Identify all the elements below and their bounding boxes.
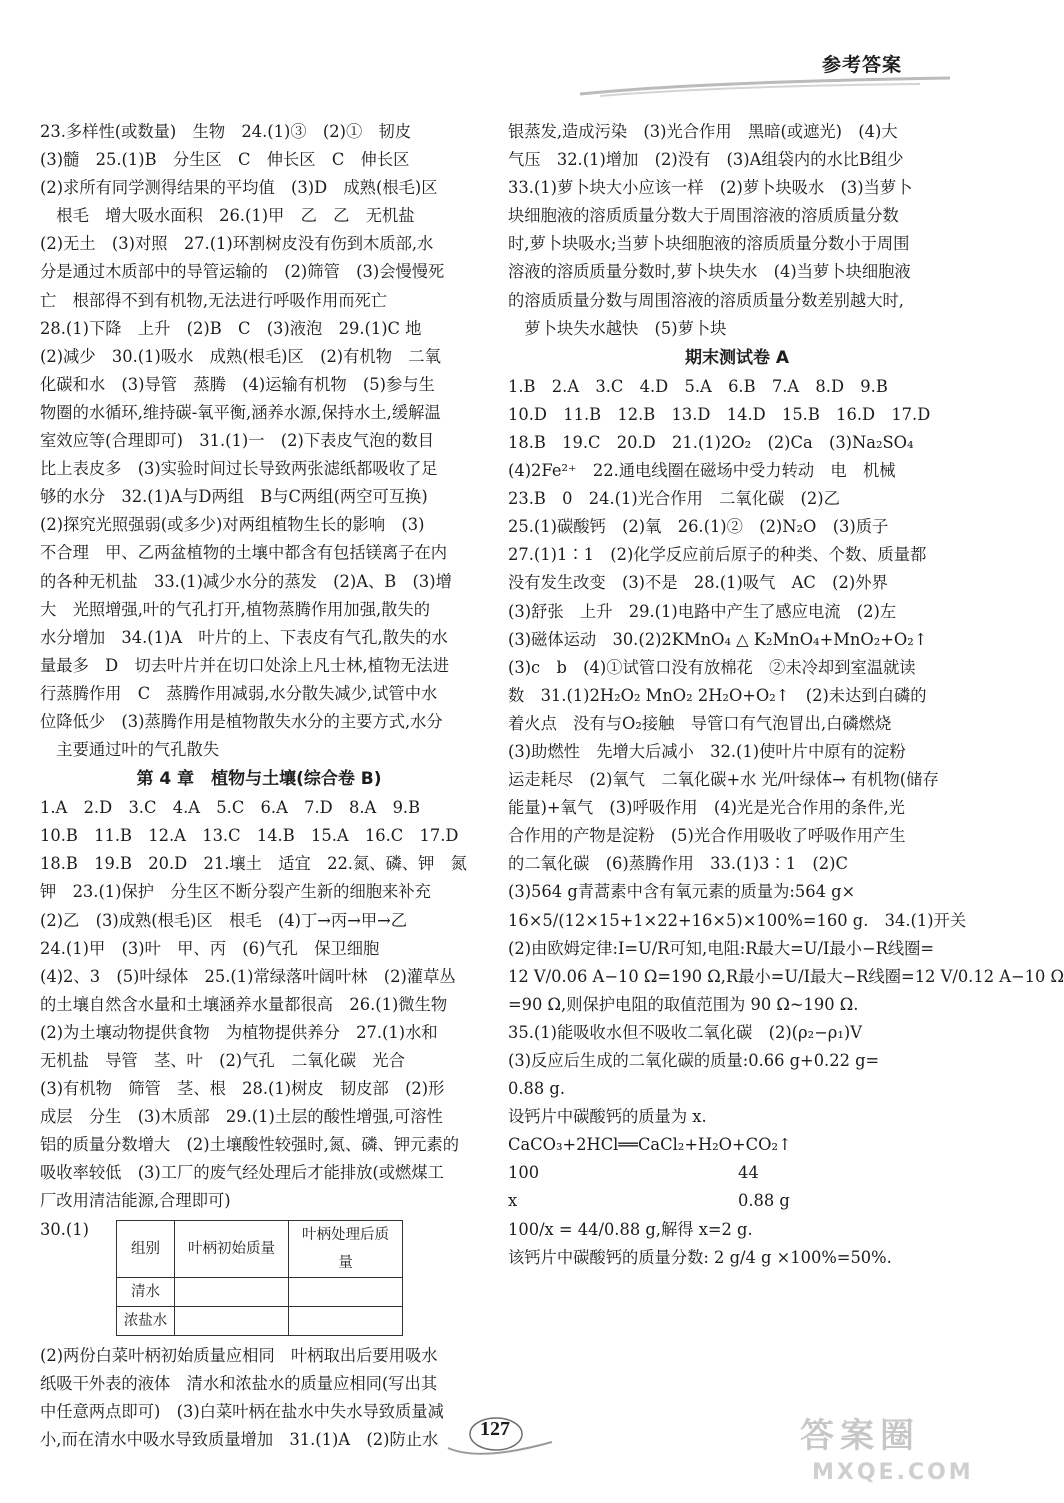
text-line: =90 Ω,则保护电阻的取值范围为 90 Ω~190 Ω. [508, 994, 859, 1014]
calc-row [508, 1159, 966, 1187]
table-cell: 清水 [117, 1277, 175, 1306]
text-line: 纸吸干外表的液体 清水和浓盐水的质量应相同(写出其 [40, 1374, 438, 1394]
text-line: 运走耗尽 (2)氧气 二氧化碳+水 光/叶绿体→ 有机物(储存 [508, 770, 939, 790]
text-line: 吸收率较低 (3)工厂的废气经处理后才能排放(或燃煤工 [40, 1163, 444, 1183]
table-header-cell: 叶柄处理后质量 [289, 1220, 403, 1277]
text-line: 16×5/(12×15+1×22+16×5)×100%=160 g. 34.(1)开关 [508, 910, 967, 930]
text-line: 主要通过叶的气孔散失 [40, 740, 220, 760]
text-line: 1.A 2.D 3.C 4.A 5.C 6.A 7.D 8.A 9.B [40, 798, 421, 818]
text-line: 银蒸发,造成污染 (3)光合作用 黑暗(或遮光) (4)大 [508, 122, 898, 141]
table-cell [175, 1306, 289, 1335]
table-cell [289, 1306, 403, 1335]
text-line: 不合理 甲、乙两盆植物的土壤中都含有包括镁离子在内 [40, 543, 448, 563]
experiment-table [116, 1220, 403, 1336]
text-line: 比上表皮多 (3)实验时间过长导致两张滤纸都吸收了足 [40, 459, 438, 479]
text-line: 成层 分生 (3)木质部 29.(1)土层的酸性增强,可溶性 [40, 1107, 443, 1127]
calc-value: 44 [738, 1163, 759, 1183]
text-line: 的各种无机盐 33.(1)减少水分的蒸发 (2)A、B (3)增 [40, 571, 452, 591]
text-line: 中任意两点即可) (3)白菜叶柄在盐水中失水导致质量减 [40, 1402, 444, 1422]
text-line: 大 光照增强,叶的气孔打开,植物蒸腾作用加强,散失的 [40, 599, 430, 619]
text-line: 分是通过木质部中的导管运输的 (2)筛管 (3)会慢慢死 [40, 262, 445, 282]
text-line: 气压 32.(1)增加 (2)没有 (3)A组袋内的水比B组少 [508, 150, 904, 170]
text-line: 铝的质量分数增大 (2)土壤酸性较强时,氮、磷、钾元素的 [40, 1135, 459, 1155]
text-line: 23.B 0 24.(1)光合作用 二氧化碳 (2)乙 [508, 489, 840, 509]
text-line: 1.B 2.A 3.C 4.D 5.A 6.B 7.A 8.D 9.B [508, 376, 888, 396]
table-cell [289, 1277, 403, 1306]
table-header-row [117, 1220, 403, 1277]
text-line: 时,萝卜块吸水;当萝卜块细胞液的溶质质量分数小于周围 [508, 234, 910, 254]
text-line: 水分增加 34.(1)A 叶片的上、下表皮有气孔,散失的水 [40, 627, 448, 647]
text-line: 行蒸腾作用 C 蒸腾作用减弱,水分散失减少,试管中水 [40, 683, 438, 703]
table-cell: 浓盐水 [117, 1306, 175, 1335]
text-line: (3)助燃性 先增大后减小 32.(1)使叶片中原有的淀粉 [508, 741, 906, 761]
calculation-block [508, 1159, 966, 1271]
text-line: 33.(1)萝卜块大小应该一样 (2)萝卜块吸水 (3)当萝卜 [508, 178, 913, 198]
text-line: (2)两份白菜叶柄初始质量应相同 叶柄取出后要用吸水 [40, 1346, 438, 1366]
text-line: 根毛 增大吸水面积 26.(1)甲 乙 乙 无机盐 [40, 206, 415, 226]
text-line: 没有发生改变 (3)不是 28.(1)吸气 AC (2)外界 [508, 573, 888, 593]
calc-solve-line: 100/x = 44/0.88 g,解得 x=2 g. [508, 1219, 753, 1239]
page-number-badge [440, 1412, 560, 1462]
text-line: 合作用的产物是淀粉 (5)光合作用吸收了呼吸作用产生 [508, 826, 906, 846]
calc-value: x [508, 1191, 518, 1211]
text-line: 的溶质质量分数与周围溶液的溶质质量分数差别越大时, [508, 290, 904, 310]
text-line: (2)探究光照强弱(或多少)对两组植物生长的影响 (3) [40, 515, 425, 535]
right-column [508, 118, 1064, 1272]
text-line: 的土壤自然含水量和土壤涵养水量都很高 26.(1)微生物 [40, 994, 448, 1014]
text-line: (3)髓 25.(1)B 分生区 C 伸长区 C 伸长区 [40, 150, 410, 170]
text-line: 10.B 11.B 12.A 13.C 14.B 15.A 16.C 17.D [40, 826, 459, 846]
text-line: (4)2、3 (5)叶绿体 25.(1)常绿落叶阔叶林 (2)灌草丛 [40, 966, 456, 986]
text-line: 18.B 19.C 20.D 21.(1)2O₂ (2)Ca (3)Na₂SO₄ [508, 432, 914, 452]
text-line: (3)c b (4)①试管口没有放棉花 ②未冷却到室温就读 [508, 657, 916, 677]
watermark [800, 1408, 990, 1498]
table-row [117, 1306, 403, 1335]
right-block-continued [508, 118, 966, 343]
text-line: 够的水分 32.(1)A与D两组 B与C两组(两空可互换) [40, 487, 428, 507]
text-line: 萝卜块失水越快 (5)萝卜块 [508, 318, 727, 338]
watermark-url: MXQE.COM [812, 1460, 974, 1485]
calc-row [508, 1187, 966, 1215]
text-line: 块细胞液的溶质质量分数大于周围溶液的溶质质量分数 [508, 206, 899, 226]
text-line: (3)磁体运动 30.(2)2KMnO₄ △ K₂MnO₄+MnO₂+O₂↑ [508, 629, 928, 649]
header-label: 参考答案 [822, 54, 903, 76]
table-header-cell: 组别 [117, 1220, 175, 1277]
calc-value: 100 [508, 1163, 540, 1183]
section-title-chapter4-b: 第 4 章 植物与土壤(综合卷 B) [136, 769, 382, 790]
text-line: 位降低少 (3)蒸腾作用是植物散失水分的主要方式,水分 [40, 711, 443, 731]
text-line: 量最多 D 切去叶片并在切口处涂上凡士林,植物无法进 [40, 655, 449, 675]
text-line: (2)无土 (3)对照 27.(1)环割树皮没有伤到木质部,水 [40, 234, 434, 254]
text-line: 30.(1) [40, 1219, 89, 1239]
text-line: 0.88 g. [508, 1079, 566, 1099]
text-line: 23.多样性(或数量) 生物 24.(1)③ (2)① 韧皮 [40, 122, 412, 141]
text-line: 27.(1)1∶1 (2)化学反应前后原子的种类、个数、质量都 [508, 545, 927, 565]
text-line: 12 V/0.06 A−10 Ω=190 Ω,R最小=U/I最大−R线圈=12 V/0.12 A−10 Ω [508, 966, 1064, 986]
page-number: 127 [480, 1418, 510, 1440]
text-line: 亡 根部得不到有机物,无法进行呼吸作用而死亡 [40, 290, 388, 310]
text-line: 设钙片中碳酸钙的质量为 x. [508, 1107, 707, 1127]
calc-value: 0.88 g [738, 1191, 790, 1211]
text-line: 无机盐 导管 茎、叶 (2)气孔 二氧化碳 光合 [40, 1051, 405, 1070]
text-line: (2)减少 30.(1)吸水 成熟(根毛)区 (2)有机物 二氧 [40, 346, 441, 366]
text-line: 18.B 19.B 20.D 21.壤土 适宜 22.氮、磷、钾 氮 [40, 854, 467, 874]
calc-final-line: 该钙片中碳酸钙的质量分数: 2 g/4 g ×100%=50%. [508, 1247, 892, 1267]
text-line: (2)乙 (3)成熟(根毛)区 根毛 (4)丁→丙→甲→乙 [40, 910, 408, 930]
text-line: (2)求所有同学测得结果的平均值 (3)D 成熟(根毛)区 [40, 178, 438, 198]
left-column [40, 118, 478, 1454]
text-line: (3)564 g青蒿素中含有氧元素的质量为:564 g× [508, 882, 856, 902]
text-line: 厂改用清洁能源,合理即可) [40, 1191, 231, 1211]
text-line: (3)反应后生成的二氧化碳的质量:0.66 g+0.22 g= [508, 1051, 880, 1070]
section-b-after-table [40, 1342, 478, 1454]
table-row [117, 1277, 403, 1306]
text-line: CaCO₃+2HCl══CaCl₂+H₂O+CO₂↑ [508, 1135, 792, 1155]
text-line: (3)有机物 筛管 茎、根 28.(1)树皮 韧皮部 (2)形 [40, 1079, 445, 1099]
text-line: 小,而在清水中吸水导致质量增加 31.(1)A (2)防止水 [40, 1430, 439, 1450]
text-line: (2)为土壤动物提供食物 为植物提供养分 27.(1)水和 [40, 1022, 438, 1042]
text-line: 数 31.(1)2H₂O₂ MnO₂ 2H₂O+O₂↑ (2)未达到白磷的 [508, 685, 927, 705]
section-b-answers [40, 794, 478, 1244]
text-line: 能量)+氧气 (3)呼吸作用 (4)光是光合作用的条件,光 [508, 798, 905, 818]
text-line: 着火点 没有与O₂接触 导管口有气泡冒出,白磷燃烧 [508, 713, 892, 733]
section-a-answers [508, 373, 1064, 1160]
text-line: 溶液的溶质质量分数时,萝卜块失水 (4)当萝卜块细胞液 [508, 262, 911, 282]
text-line: 物圈的水循环,维持碳-氧平衡,涵养水源,保持水土,缓解温 [40, 402, 441, 422]
text-line: 室效应等(合理即可) 31.(1)一 (2)下表皮气泡的数目 [40, 431, 435, 451]
text-line: (2)由欧姆定律:I=U/R可知,电阻:R最大=U/I最小−R线圈= [508, 938, 935, 958]
left-block-continued [40, 118, 478, 764]
table-cell [175, 1277, 289, 1306]
text-line: 28.(1)下降 上升 (2)B C (3)液泡 29.(1)C 地 [40, 318, 422, 338]
text-line: 化碳和水 (3)导管 蒸腾 (4)运输有机物 (5)参与生 [40, 374, 435, 394]
table-header-cell: 叶柄初始质量 [175, 1220, 289, 1277]
watermark-text: 答案圈 [800, 1416, 920, 1456]
text-line: (3)舒张 上升 29.(1)电路中产生了感应电流 (2)左 [508, 601, 897, 621]
text-line: 钾 23.(1)保护 分生区不断分裂产生新的细胞来补充 [40, 882, 431, 902]
text-line: (4)2Fe²⁺ 22.通电线圈在磁场中受力转动 电 机械 [508, 461, 896, 481]
text-line: 24.(1)甲 (3)叶 甲、丙 (6)气孔 保卫细胞 [40, 938, 380, 958]
text-line: 25.(1)碳酸钙 (2)氧 26.(1)② (2)N₂O (3)质子 [508, 517, 889, 537]
section-title-final-test-a: 期末测试卷 A [684, 347, 790, 368]
header-swoosh-decoration [580, 76, 950, 98]
text-line: 35.(1)能吸收水但不吸收二氧化碳 (2)(ρ₂−ρ₁)V [508, 1022, 862, 1042]
text-line: 10.D 11.B 12.B 13.D 14.D 15.B 16.D 17.D [508, 404, 931, 424]
text-line: 的二氧化碳 (6)蒸腾作用 33.(1)3∶1 (2)C [508, 854, 848, 874]
